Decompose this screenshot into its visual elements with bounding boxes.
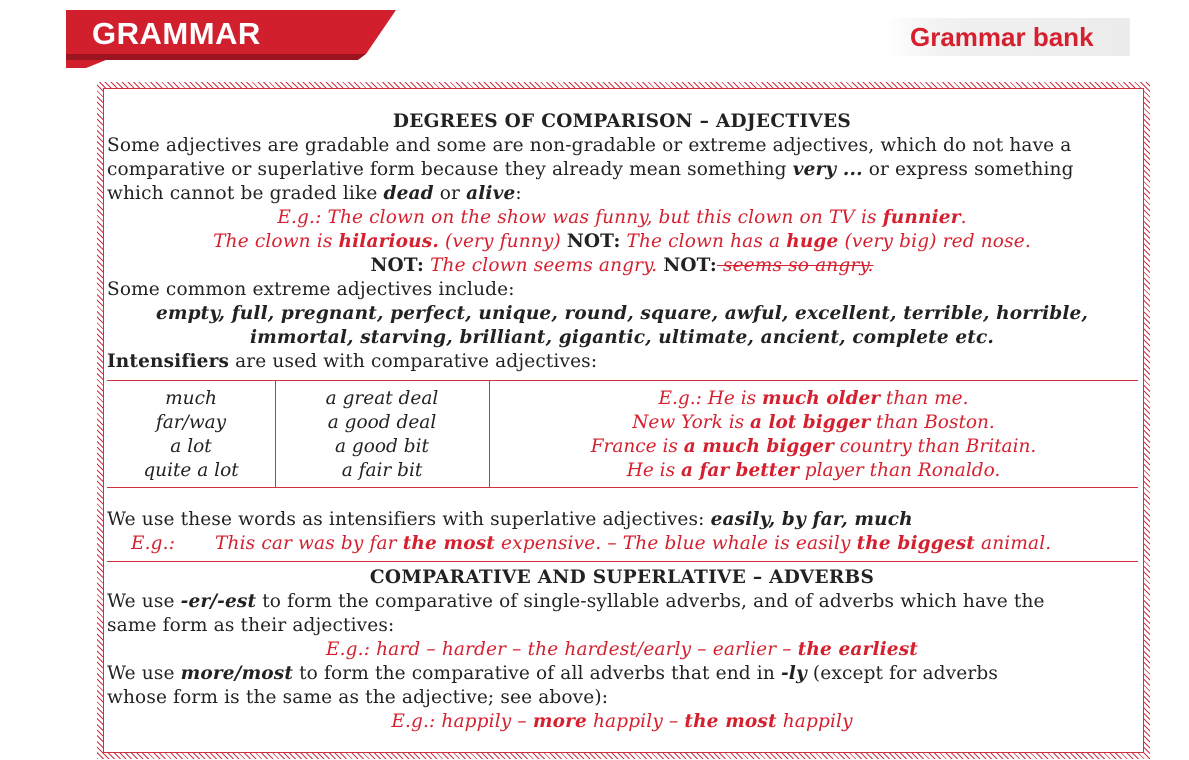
example-2-d: The clown has a: [626, 231, 781, 252]
extreme-list-1: empty, full, pregnant, perfect, unique, round, square, awful, excellent, terrible, horrible,: [155, 303, 1089, 324]
example-3-strike: seems so angry.: [716, 255, 874, 276]
adverbs-l3-c: to form the comparative of all adverbs that end in: [299, 663, 775, 684]
table-cell: a good deal: [327, 412, 437, 433]
intensifier-table: [107, 380, 1138, 488]
superlative-ex-a: This car was by far: [215, 533, 397, 554]
example-2-f: (very big) red nose.: [844, 231, 1031, 252]
example-3-not-2: NOT:: [663, 255, 717, 276]
adverbs-l3-d: -ly: [780, 663, 807, 684]
intensifier-examples: [489, 381, 1138, 487]
example-2-a: The clown is: [213, 231, 333, 252]
example-bold: a lot bigger: [750, 412, 871, 433]
table-cell: far/way: [155, 412, 227, 433]
intro-or: or: [439, 183, 461, 204]
intro-dead: dead: [383, 183, 434, 204]
intensifiers-rest: are used with comparative adjectives:: [235, 351, 598, 372]
intensifier-col-2: [275, 381, 490, 487]
table-cell: quite a lot: [143, 460, 239, 481]
adverbs-line-2: same form as their adjectives:: [107, 615, 395, 636]
example-pre: E.g.: He is: [658, 388, 763, 409]
adverbs-l1-b: -er/-est: [180, 591, 257, 612]
adverbs-ex2-c: happily –: [592, 711, 679, 732]
adverbs-l1-c: to form the comparative of single-syllable adverbs, and of adverbs which have the: [262, 591, 1045, 612]
superlative-ex-b: the most: [402, 533, 496, 554]
example-post: country than Britain.: [833, 436, 1037, 457]
example-pre: France is: [590, 436, 684, 457]
intensifiers-line: [107, 350, 1137, 374]
adverbs-example-1: [107, 638, 1137, 662]
superlative-example: [107, 532, 1137, 556]
table-cell: a great deal: [325, 388, 439, 409]
example-pre: He is: [626, 460, 681, 481]
adverbs-ex2-a: E.g.: happily –: [391, 711, 527, 732]
superlative-section: [107, 508, 1137, 556]
adverbs-heading: COMPARATIVE AND SUPERLATIVE – ADVERBS: [369, 567, 875, 588]
adverbs-l3-e: (except for adverbs: [812, 663, 998, 684]
intro-line-2: [107, 158, 1137, 182]
example-1-period: .: [960, 207, 967, 228]
intro-line-3-text: which cannot be graded like: [107, 183, 378, 204]
table-cell: a lot: [170, 436, 212, 457]
intro-line-2-text: comparative or superlative form because they already mean something: [107, 159, 787, 180]
example-post: than me.: [880, 388, 969, 409]
superlative-line: [107, 508, 1137, 532]
example-post: player than Ronaldo.: [798, 460, 1001, 481]
example-pre: New York is: [632, 412, 751, 433]
table-example-row: [489, 387, 1138, 411]
example-bold: much older: [762, 388, 881, 409]
intro-line-1: Some adjectives are gradable and some are non-gradable or extreme adjectives, which do not have a: [107, 135, 1072, 156]
superlative-eg: E.g.:: [131, 533, 176, 554]
example-3-a: The clown seems angry.: [430, 255, 658, 276]
intro-alive: alive: [466, 183, 516, 204]
table-example-row: [489, 435, 1138, 459]
adverbs-section: [107, 566, 1137, 734]
table-cell: much: [165, 388, 217, 409]
example-2-not: NOT:: [566, 231, 621, 252]
example-2-c: (very funny): [444, 231, 561, 252]
example-post: than Boston.: [870, 412, 995, 433]
example-3-not-1: NOT:: [370, 255, 425, 276]
section-divider: [107, 561, 1138, 562]
extreme-list-2: immortal, starving, brilliant, gigantic, ultimate, ancient, complete etc.: [250, 327, 994, 348]
section-tab-label: GRAMMAR: [92, 16, 261, 51]
superlative-words: easily, by far, much: [710, 509, 913, 530]
section-tab: [66, 10, 396, 64]
adverbs-line-3: [107, 662, 1137, 686]
adverbs-ex2-e: happily: [782, 711, 853, 732]
superlative-ex-c: expensive. – The blue whale is easily: [501, 533, 851, 554]
grammar-bank-text: Grammar bank: [910, 22, 1094, 52]
adverbs-line-4: whose form is the same as the adjective; see above):: [107, 687, 609, 708]
adjectives-heading: DEGREES OF COMPARISON – ADJECTIVES: [392, 111, 852, 132]
adverbs-line-1: [107, 590, 1137, 614]
adverbs-l3-a: We use: [107, 663, 175, 684]
grammar-bank-label: [884, 18, 1130, 56]
table-example-row: [489, 411, 1138, 435]
table-cell: a fair bit: [341, 460, 423, 481]
table-example-row: [489, 459, 1138, 483]
adverbs-example-2: [107, 710, 1137, 734]
intro-line-3: [107, 182, 1137, 206]
example-2-hilarious: hilarious.: [338, 231, 439, 252]
example-1-text: E.g.: The clown on the show was funny, but this clown on TV is: [277, 207, 877, 228]
adjectives-section: [107, 110, 1137, 374]
superlative-ex-e: animal.: [981, 533, 1052, 554]
intro-colon: :: [515, 183, 522, 204]
adverbs-ex1-b: the earliest: [797, 639, 918, 660]
adverbs-l1-a: We use: [107, 591, 175, 612]
example-bold: a much bigger: [683, 436, 834, 457]
superlative-ex-d: the biggest: [856, 533, 976, 554]
extreme-intro: Some common extreme adjectives include:: [107, 279, 515, 300]
adverbs-ex2-d: the most: [684, 711, 777, 732]
adverbs-ex1-a: E.g.: hard – harder – the hardest/early – earlier –: [326, 639, 792, 660]
example-1: [107, 206, 1137, 230]
example-3: [107, 254, 1137, 278]
intensifiers-bold: Intensifiers: [107, 351, 230, 372]
example-2-huge: huge: [786, 231, 839, 252]
example-bold: a far better: [680, 460, 799, 481]
intro-very: very ...: [792, 159, 863, 180]
superlative-text: We use these words as intensifiers with superlative adjectives:: [107, 509, 705, 530]
adverbs-ex2-b: more: [532, 711, 587, 732]
intro-line-2-end: or express something: [868, 159, 1074, 180]
example-2: [107, 230, 1137, 254]
adverbs-l3-b: more/most: [180, 663, 294, 684]
table-cell: a good bit: [335, 436, 429, 457]
intensifier-col-1: [107, 381, 276, 487]
example-1-funnier: funnier: [882, 207, 961, 228]
